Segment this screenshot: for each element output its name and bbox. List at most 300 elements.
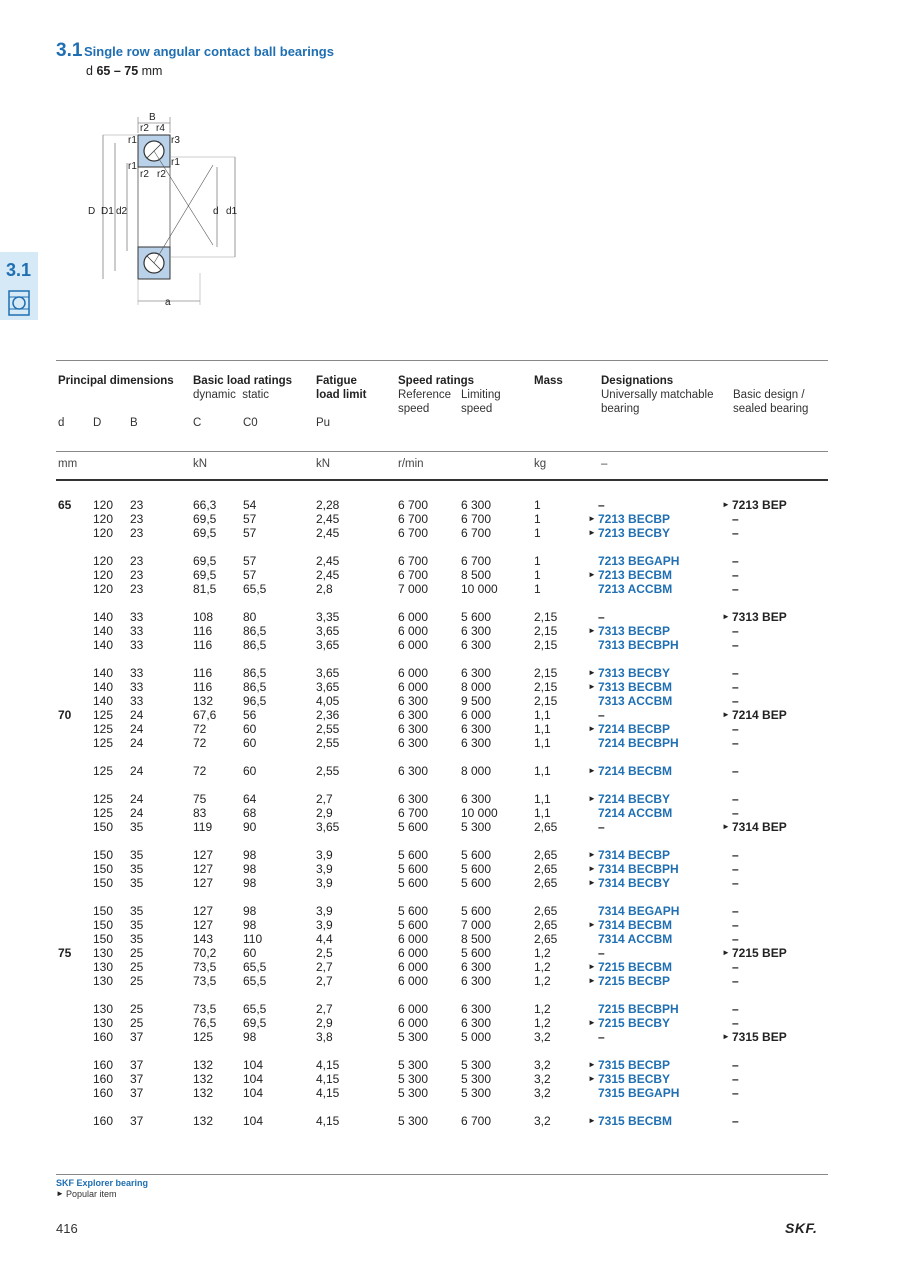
- cell-C0: 80: [243, 610, 257, 624]
- cell-D: 150: [93, 876, 114, 890]
- cell-C0: 65,5: [243, 960, 267, 974]
- popular-marker-icon: ►: [588, 682, 596, 691]
- cell-C0: 90: [243, 820, 257, 834]
- cell-ref: 6 300: [398, 694, 429, 708]
- table-row: [0, 694, 900, 708]
- skf-logo: SKF.: [785, 1220, 818, 1236]
- cell-B: 35: [130, 904, 144, 918]
- cell-Pu: 2,55: [316, 764, 340, 778]
- sym-B: B: [130, 417, 138, 429]
- cell-universal-designation: [588, 694, 672, 708]
- cell-C0: 98: [243, 848, 257, 862]
- cell-C0: 60: [243, 764, 257, 778]
- cell-mass: 1,2: [534, 1016, 551, 1030]
- cell-basic-design: [722, 1114, 739, 1128]
- cell-C: 66,3: [193, 498, 217, 512]
- universal-designation-text: 7314 BECBY: [598, 876, 671, 890]
- page-number: 416: [56, 1221, 78, 1236]
- cell-D: 150: [93, 862, 114, 876]
- cell-B: 25: [130, 1002, 144, 1016]
- cell-D: 120: [93, 498, 114, 512]
- label-D: D: [88, 206, 96, 217]
- popular-marker-icon: ►: [722, 500, 730, 509]
- cell-lim: 6 300: [461, 638, 492, 652]
- cell-Pu: 2,36: [316, 708, 340, 722]
- cell-universal-designation: [588, 806, 672, 820]
- cell-ref: 5 600: [398, 904, 429, 918]
- cell-C0: 57: [243, 512, 257, 526]
- cell-universal-designation: [588, 1072, 670, 1086]
- table-row: [0, 708, 900, 722]
- cell-universal-designation: [588, 1030, 605, 1044]
- universal-designation-text: 7313 BECBP: [598, 624, 671, 638]
- cell-basic-design: [722, 708, 787, 722]
- cell-lim: 6 700: [461, 512, 492, 526]
- cell-D: 140: [93, 624, 114, 638]
- cell-C0: 65,5: [243, 1002, 267, 1016]
- section-number: 3.1: [56, 40, 83, 61]
- cell-C: 116: [193, 680, 213, 694]
- table-row: [0, 554, 900, 568]
- cell-C: 132: [193, 694, 214, 708]
- cell-basic-design: [722, 1002, 739, 1016]
- cell-C0: 104: [243, 1086, 264, 1100]
- cell-basic-design: [722, 1058, 739, 1072]
- cell-Pu: 4,4: [316, 932, 333, 946]
- cell-basic-design: [722, 806, 739, 820]
- cell-B: 25: [130, 1016, 144, 1030]
- cell-Pu: 3,65: [316, 666, 340, 680]
- cell-Pu: 3,65: [316, 624, 340, 638]
- basic-design-text: –: [732, 918, 739, 932]
- cell-universal-designation: [588, 960, 672, 974]
- cell-B: 33: [130, 680, 144, 694]
- universal-designation-text: 7315 BECBY: [598, 1072, 671, 1086]
- cell-B: 24: [130, 722, 144, 736]
- cell-Pu: 2,45: [316, 526, 340, 540]
- cell-d: 65: [58, 498, 72, 512]
- cell-B: 23: [130, 582, 144, 596]
- subtitle-prefix: d: [86, 64, 97, 78]
- cell-basic-design: [722, 904, 739, 918]
- basic-design-text: –: [732, 848, 739, 862]
- universal-designation-text: –: [598, 820, 605, 834]
- cell-lim: 5 000: [461, 1030, 492, 1044]
- table-row: [0, 610, 900, 624]
- cell-basic-design: [722, 1030, 787, 1044]
- cell-universal-designation: [588, 680, 672, 694]
- basic-design-text: –: [732, 960, 739, 974]
- cell-universal-designation: [588, 876, 670, 890]
- cell-C0: 57: [243, 568, 257, 582]
- cell-universal-designation: [588, 862, 679, 876]
- cell-mass: 3,2: [534, 1086, 551, 1100]
- table-row: [0, 1086, 900, 1100]
- cell-ref: 6 000: [398, 960, 429, 974]
- cell-universal-designation: [588, 498, 605, 512]
- table-row: [0, 904, 900, 918]
- popular-marker-icon: ►: [588, 528, 596, 537]
- cell-C0: 98: [243, 918, 257, 932]
- cell-basic-design: [722, 722, 739, 736]
- cell-universal-designation: [588, 1114, 672, 1128]
- page-subtitle: [86, 64, 162, 78]
- table-row: [0, 1072, 900, 1086]
- col-speed-lim-2: speed: [461, 403, 493, 415]
- cell-B: 33: [130, 694, 144, 708]
- popular-marker-icon: ►: [588, 794, 596, 803]
- cell-C0: 98: [243, 862, 257, 876]
- cell-C0: 86,5: [243, 624, 267, 638]
- cell-B: 35: [130, 932, 144, 946]
- basic-design-text: –: [732, 568, 739, 582]
- popular-marker-icon: ►: [588, 920, 596, 929]
- label-d1: d1: [226, 206, 238, 217]
- popular-marker-icon: ►: [588, 976, 596, 985]
- cell-mass: 1: [534, 526, 541, 540]
- cell-universal-designation: [588, 666, 670, 680]
- universal-designation-text: 7314 BECBM: [598, 918, 673, 932]
- cell-C: 69,5: [193, 568, 217, 582]
- cell-D: 130: [93, 1016, 114, 1030]
- col-fatigue: Fatigue: [316, 375, 357, 387]
- cell-universal-designation: [588, 764, 672, 778]
- cell-ref: 6 000: [398, 1002, 429, 1016]
- cell-C: 67,6: [193, 708, 217, 722]
- cell-mass: 1,1: [534, 764, 551, 778]
- table-row: [0, 1058, 900, 1072]
- cell-C: 116: [193, 638, 213, 652]
- cell-Pu: 2,45: [316, 568, 340, 582]
- universal-designation-text: 7213 BEGAPH: [598, 554, 680, 568]
- cell-mass: 1,2: [534, 974, 551, 988]
- cell-basic-design: [722, 862, 739, 876]
- cell-C0: 104: [243, 1072, 264, 1086]
- cell-B: 37: [130, 1058, 144, 1072]
- cell-lim: 8 000: [461, 764, 492, 778]
- cell-mass: 1: [534, 512, 541, 526]
- cell-B: 33: [130, 624, 144, 638]
- cell-C: 127: [193, 904, 214, 918]
- cell-C0: 65,5: [243, 582, 267, 596]
- cell-C0: 65,5: [243, 974, 267, 988]
- cell-lim: 6 300: [461, 792, 492, 806]
- cell-C: 132: [193, 1086, 214, 1100]
- basic-design-text: 7315 BEP: [732, 1030, 787, 1044]
- cell-mass: 1: [534, 554, 541, 568]
- popular-marker-icon: ►: [588, 864, 596, 873]
- cell-basic-design: [722, 554, 739, 568]
- cell-basic-design: [722, 666, 739, 680]
- cell-D: 130: [93, 960, 114, 974]
- cell-D: 150: [93, 848, 114, 862]
- cell-Pu: 4,05: [316, 694, 340, 708]
- basic-design-text: –: [732, 862, 739, 876]
- cell-C0: 57: [243, 526, 257, 540]
- popular-marker-icon: ►: [56, 1189, 64, 1198]
- universal-designation-text: 7314 BEGAPH: [598, 904, 680, 918]
- cell-C: 73,5: [193, 1002, 217, 1016]
- cell-C: 75: [193, 792, 207, 806]
- basic-design-text: –: [732, 764, 739, 778]
- cell-C: 81,5: [193, 582, 217, 596]
- cell-B: 25: [130, 974, 144, 988]
- table-row: [0, 736, 900, 750]
- cell-ref: 6 700: [398, 554, 429, 568]
- cell-D: 160: [93, 1114, 114, 1128]
- cell-mass: 1,1: [534, 722, 551, 736]
- universal-designation-text: 7315 BECBP: [598, 1058, 671, 1072]
- cell-mass: 2,65: [534, 820, 558, 834]
- cell-Pu: 4,15: [316, 1058, 340, 1072]
- cell-C: 73,5: [193, 960, 217, 974]
- popular-marker-icon: ►: [588, 850, 596, 859]
- table-row: [0, 932, 900, 946]
- basic-design-text: –: [732, 974, 739, 988]
- cell-mass: 2,65: [534, 932, 558, 946]
- cell-universal-designation: [588, 918, 672, 932]
- cell-mass: 3,2: [534, 1030, 551, 1044]
- cell-ref: 6 300: [398, 708, 429, 722]
- basic-design-text: –: [732, 666, 739, 680]
- cell-lim: 6 300: [461, 974, 492, 988]
- cell-C: 127: [193, 876, 214, 890]
- cell-mass: 1,2: [534, 946, 551, 960]
- universal-designation-text: 7213 BECBM: [598, 568, 673, 582]
- label-a: a: [165, 297, 171, 308]
- cell-B: 23: [130, 554, 144, 568]
- cell-B: 24: [130, 708, 144, 722]
- basic-design-text: –: [732, 806, 739, 820]
- cell-universal-designation: [588, 792, 670, 806]
- cell-mass: 2,15: [534, 694, 558, 708]
- label-d2: d2: [116, 206, 128, 217]
- universal-designation-text: 7315 BECBM: [598, 1114, 673, 1128]
- cell-B: 23: [130, 526, 144, 540]
- table-row: [0, 792, 900, 806]
- cell-lim: 10 000: [461, 582, 498, 596]
- universal-designation-text: 7215 BECBPH: [598, 1002, 679, 1016]
- cell-C0: 86,5: [243, 680, 267, 694]
- basic-design-text: –: [732, 624, 739, 638]
- cell-D: 120: [93, 554, 114, 568]
- cell-universal-designation: [588, 638, 679, 652]
- cell-Pu: 2,7: [316, 960, 333, 974]
- universal-designation-text: 7314 ACCBM: [598, 932, 673, 946]
- col-universal-2: bearing: [601, 403, 640, 415]
- cell-C0: 60: [243, 736, 257, 750]
- col-universal: Universally matchable: [601, 389, 714, 401]
- cell-universal-designation: [588, 848, 670, 862]
- label-r3: r3: [171, 135, 180, 146]
- cell-Pu: 2,5: [316, 946, 333, 960]
- cell-mass: 2,65: [534, 848, 558, 862]
- cell-D: 150: [93, 904, 114, 918]
- cell-C: 76,5: [193, 1016, 217, 1030]
- cell-universal-designation: [588, 974, 670, 988]
- cell-mass: 1,2: [534, 1002, 551, 1016]
- popular-marker-icon: ►: [722, 612, 730, 621]
- basic-design-text: –: [732, 876, 739, 890]
- popular-marker-icon: ►: [588, 1060, 596, 1069]
- cell-universal-designation: [588, 932, 672, 946]
- basic-design-text: –: [732, 736, 739, 750]
- col-designations: Designations: [601, 375, 674, 387]
- cell-lim: 5 300: [461, 1072, 492, 1086]
- cell-universal-designation: [588, 512, 670, 526]
- table-top-rule: [56, 360, 828, 361]
- cell-B: 24: [130, 736, 144, 750]
- cell-ref: 5 300: [398, 1030, 429, 1044]
- sym-Pu: Pu: [316, 417, 331, 429]
- cell-C: 72: [193, 764, 207, 778]
- col-basic-design: Basic design /: [733, 389, 805, 401]
- cell-lim: 8 000: [461, 680, 492, 694]
- cell-D: 120: [93, 568, 114, 582]
- basic-design-text: 7213 BEP: [732, 498, 787, 512]
- cell-ref: 6 000: [398, 610, 429, 624]
- cell-ref: 6 000: [398, 932, 429, 946]
- label-r1-top: r1: [128, 135, 137, 146]
- cell-C: 72: [193, 736, 207, 750]
- cell-Pu: 2,45: [316, 554, 340, 568]
- cell-mass: 1,1: [534, 708, 551, 722]
- cell-B: 24: [130, 792, 144, 806]
- basic-design-text: –: [732, 554, 739, 568]
- cell-C0: 104: [243, 1058, 264, 1072]
- cell-Pu: 3,65: [316, 820, 340, 834]
- universal-designation-text: 7214 BECBM: [598, 764, 673, 778]
- cell-universal-designation: [588, 1002, 679, 1016]
- table-row: [0, 680, 900, 694]
- table-row: [0, 1114, 900, 1128]
- cell-B: 35: [130, 820, 144, 834]
- cell-basic-design: [722, 932, 739, 946]
- cell-Pu: 3,35: [316, 610, 340, 624]
- cell-basic-design: [722, 568, 739, 582]
- cell-Pu: 3,65: [316, 638, 340, 652]
- cell-lim: 5 600: [461, 876, 492, 890]
- cell-universal-designation: [588, 624, 670, 638]
- cell-ref: 6 000: [398, 946, 429, 960]
- popular-marker-icon: ►: [722, 948, 730, 957]
- cell-basic-design: [722, 1072, 739, 1086]
- cell-lim: 6 300: [461, 498, 492, 512]
- cell-Pu: 2,7: [316, 1002, 333, 1016]
- popular-marker-icon: ►: [588, 1074, 596, 1083]
- cell-B: 23: [130, 512, 144, 526]
- basic-design-text: –: [732, 680, 739, 694]
- page-title: Single row angular contact ball bearings: [84, 44, 334, 59]
- cell-mass: 2,65: [534, 904, 558, 918]
- cell-C: 69,5: [193, 526, 217, 540]
- cell-C0: 86,5: [243, 666, 267, 680]
- universal-designation-text: –: [598, 498, 605, 512]
- label-r1-left: r1: [128, 161, 137, 172]
- cell-mass: 2,15: [534, 624, 558, 638]
- cell-lim: 8 500: [461, 932, 492, 946]
- cell-ref: 6 700: [398, 568, 429, 582]
- col-principal-dimensions: Principal dimensions: [58, 375, 174, 387]
- cell-D: 120: [93, 526, 114, 540]
- cell-C: 116: [193, 624, 213, 638]
- cell-basic-design: [722, 974, 739, 988]
- universal-designation-text: 7214 BECBY: [598, 792, 671, 806]
- cell-C: 132: [193, 1114, 214, 1128]
- cell-lim: 6 700: [461, 526, 492, 540]
- cell-C: 72: [193, 722, 207, 736]
- cell-B: 33: [130, 610, 144, 624]
- cell-D: 150: [93, 932, 114, 946]
- unit-mm: mm: [58, 458, 78, 470]
- unit-rmin: r/min: [398, 458, 424, 470]
- cell-B: 37: [130, 1114, 144, 1128]
- cell-d: 75: [58, 946, 72, 960]
- cell-ref: 6 000: [398, 1016, 429, 1030]
- cell-basic-design: [722, 946, 787, 960]
- cell-D: 125: [93, 736, 114, 750]
- cell-B: 35: [130, 848, 144, 862]
- cell-C0: 98: [243, 876, 257, 890]
- universal-designation-text: 7213 BECBY: [598, 526, 671, 540]
- cell-C: 73,5: [193, 974, 217, 988]
- popular-marker-icon: ►: [588, 570, 596, 579]
- cell-ref: 6 000: [398, 624, 429, 638]
- sym-d: d: [58, 417, 65, 429]
- table-row: [0, 946, 900, 960]
- cell-C: 127: [193, 848, 214, 862]
- cell-mass: 2,15: [534, 610, 558, 624]
- table-row: [0, 498, 900, 512]
- cell-Pu: 3,9: [316, 918, 333, 932]
- basic-design-text: –: [732, 638, 739, 652]
- cell-basic-design: [722, 498, 787, 512]
- cell-D: 125: [93, 764, 114, 778]
- basic-design-text: –: [732, 1002, 739, 1016]
- cell-Pu: 4,15: [316, 1072, 340, 1086]
- cell-Pu: 3,9: [316, 904, 333, 918]
- cell-D: 160: [93, 1058, 114, 1072]
- cell-basic-design: [722, 1016, 739, 1030]
- cell-Pu: 2,55: [316, 722, 340, 736]
- cell-Pu: 2,45: [316, 512, 340, 526]
- cell-Pu: 2,9: [316, 806, 333, 820]
- cell-basic-design: [722, 918, 739, 932]
- cell-C0: 98: [243, 904, 257, 918]
- cell-ref: 7 000: [398, 582, 429, 596]
- table-row: [0, 918, 900, 932]
- cell-mass: 3,2: [534, 1058, 551, 1072]
- cell-ref: 5 600: [398, 918, 429, 932]
- table-row: [0, 722, 900, 736]
- unit-dash: –: [601, 458, 608, 470]
- cell-Pu: 2,28: [316, 498, 340, 512]
- basic-design-text: –: [732, 722, 739, 736]
- table-row: [0, 876, 900, 890]
- bearing-section-icon: [8, 290, 30, 321]
- cell-universal-designation: [588, 736, 679, 750]
- cell-D: 160: [93, 1086, 114, 1100]
- label-r2-top: r2: [140, 123, 149, 134]
- cell-D: 120: [93, 512, 114, 526]
- cell-D: 160: [93, 1072, 114, 1086]
- cell-mass: 2,15: [534, 666, 558, 680]
- basic-design-text: –: [732, 1086, 739, 1100]
- universal-designation-text: 7313 ACCBM: [598, 694, 673, 708]
- basic-design-text: –: [732, 694, 739, 708]
- cell-B: 25: [130, 946, 144, 960]
- cell-ref: 5 300: [398, 1114, 429, 1128]
